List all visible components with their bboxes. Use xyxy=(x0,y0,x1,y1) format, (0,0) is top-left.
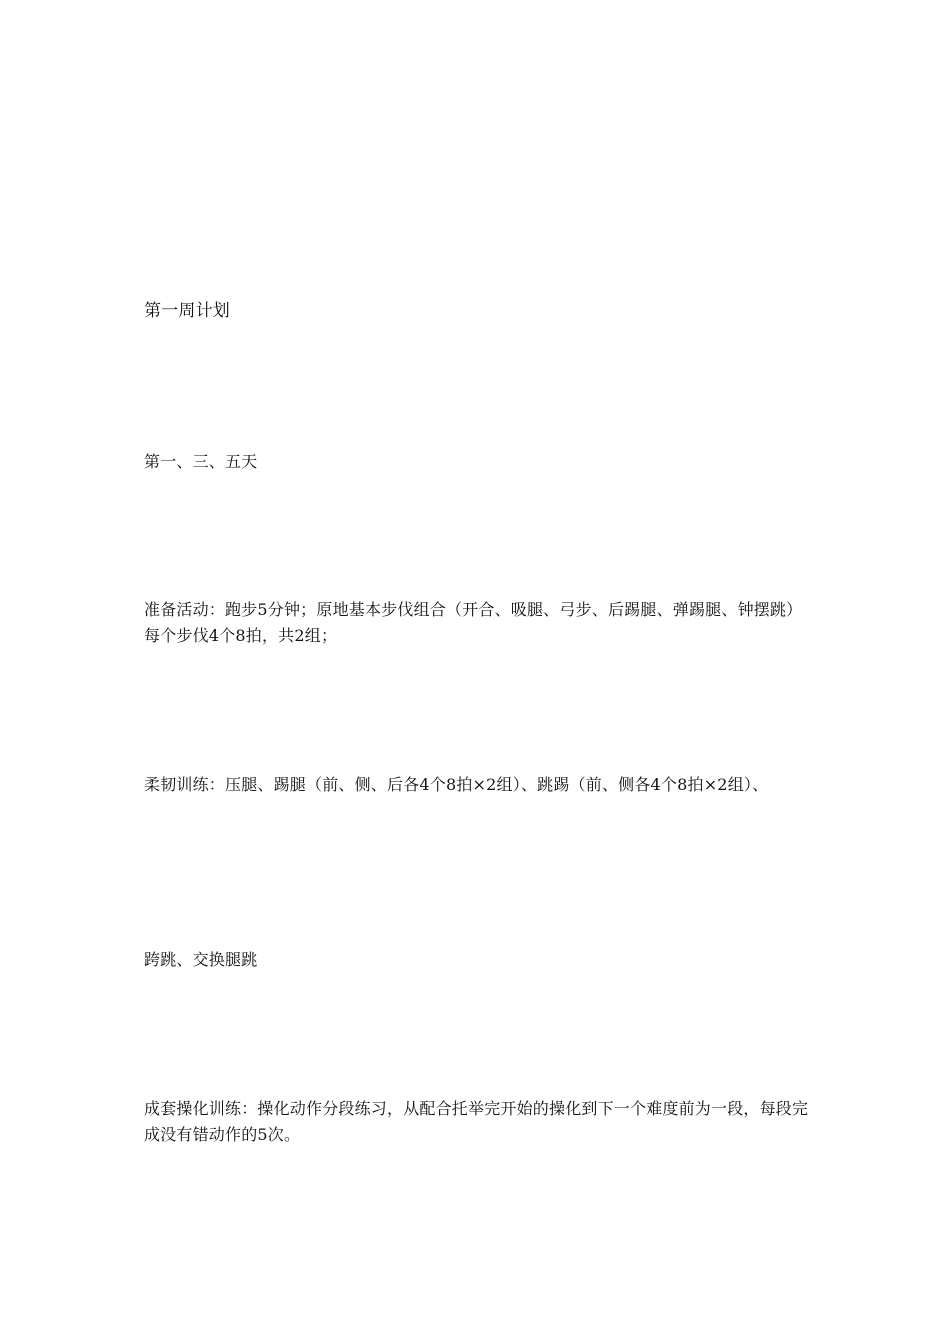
warmup-paragraph: 准备活动：跑步5分钟；原地基本步伐组合（开合、吸腿、弓步、后踢腿、弹踢腿、钟摆跳）每个步伐4个8拍，共2组； xyxy=(144,600,803,645)
routine-paragraph: 成套操化训练：操化动作分段练习，从配合托举完开始的操化到下一个难度前为一段，每段完成没有错动作的5次。 xyxy=(144,1099,809,1144)
flexibility-paragraph: 柔韧训练：压腿、踢腿（前、侧、后各4个8拍×2组）、跳踢（前、侧各4个8拍×2组）、 xyxy=(144,775,769,794)
jumps-paragraph: 跨跳、交换腿跳 xyxy=(144,950,258,969)
plan-title: 第一周计划 xyxy=(144,301,230,321)
training-days: 第一、三、五天 xyxy=(144,452,258,471)
